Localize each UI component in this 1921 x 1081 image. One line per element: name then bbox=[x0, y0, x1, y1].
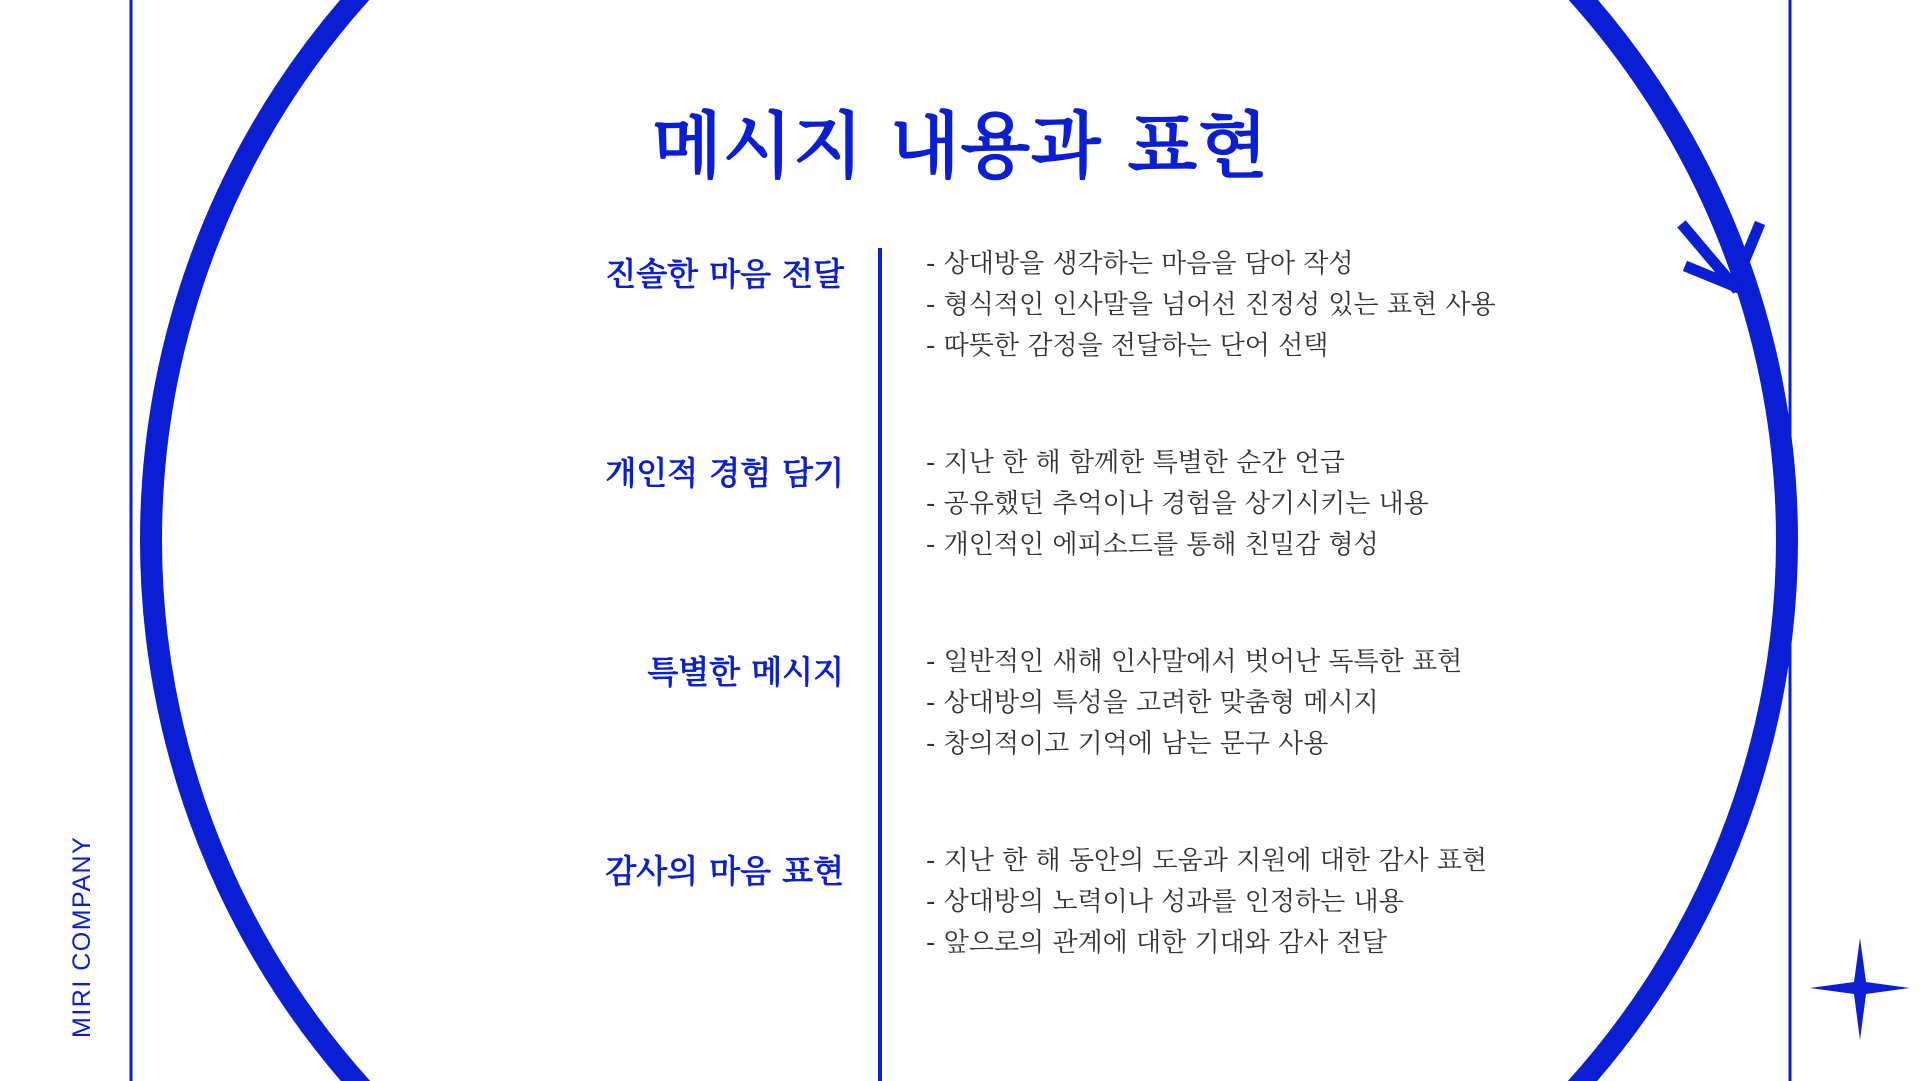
list-item: - 지난 한 해 동안의 도움과 지원에 대한 감사 표현 bbox=[926, 841, 1487, 882]
list-item: - 형식적인 인사말을 넘어선 진정성 있는 표현 사용 bbox=[926, 285, 1496, 326]
bullet-list bbox=[926, 642, 1462, 765]
page-title: 메시지 내용과 표현 bbox=[652, 104, 1269, 188]
list-item: - 공유했던 추억이나 경험을 상기시키는 내용 bbox=[926, 484, 1429, 525]
list-item: - 따뜻한 감정을 전달하는 단어 선택 bbox=[926, 326, 1496, 367]
section-heading: 진솔한 마음 전달 bbox=[605, 255, 844, 293]
section-sincere-heart bbox=[0, 249, 1921, 379]
section-heading: 감사의 마음 표현 bbox=[605, 852, 844, 890]
section-personal-experience bbox=[0, 448, 1921, 578]
list-item: - 일반적인 새해 인사말에서 벗어난 독특한 표현 bbox=[926, 642, 1462, 683]
section-gratitude bbox=[0, 846, 1921, 976]
list-item: - 지난 한 해 함께한 특별한 순간 언급 bbox=[926, 443, 1429, 484]
bullet-list bbox=[926, 244, 1496, 367]
list-item: - 개인적인 에피소드를 통해 친밀감 형성 bbox=[926, 525, 1429, 566]
list-item: - 창의적이고 기억에 남는 문구 사용 bbox=[926, 724, 1462, 765]
list-item: - 상대방을 생각하는 마음을 담아 작성 bbox=[926, 244, 1496, 285]
bullet-list bbox=[926, 841, 1487, 964]
bullet-list bbox=[926, 443, 1429, 566]
section-special-message bbox=[0, 647, 1921, 777]
section-heading: 개인적 경험 담기 bbox=[605, 454, 844, 492]
list-item: - 앞으로의 관계에 대한 기대와 감사 전달 bbox=[926, 923, 1487, 964]
list-item: - 상대방의 노력이나 성과를 인정하는 내용 bbox=[926, 882, 1487, 923]
section-heading: 특별한 메시지 bbox=[647, 653, 844, 691]
brand-label: MIRI COMPANY bbox=[68, 835, 96, 1038]
list-item: - 상대방의 특성을 고려한 맞춤형 메시지 bbox=[926, 683, 1462, 724]
